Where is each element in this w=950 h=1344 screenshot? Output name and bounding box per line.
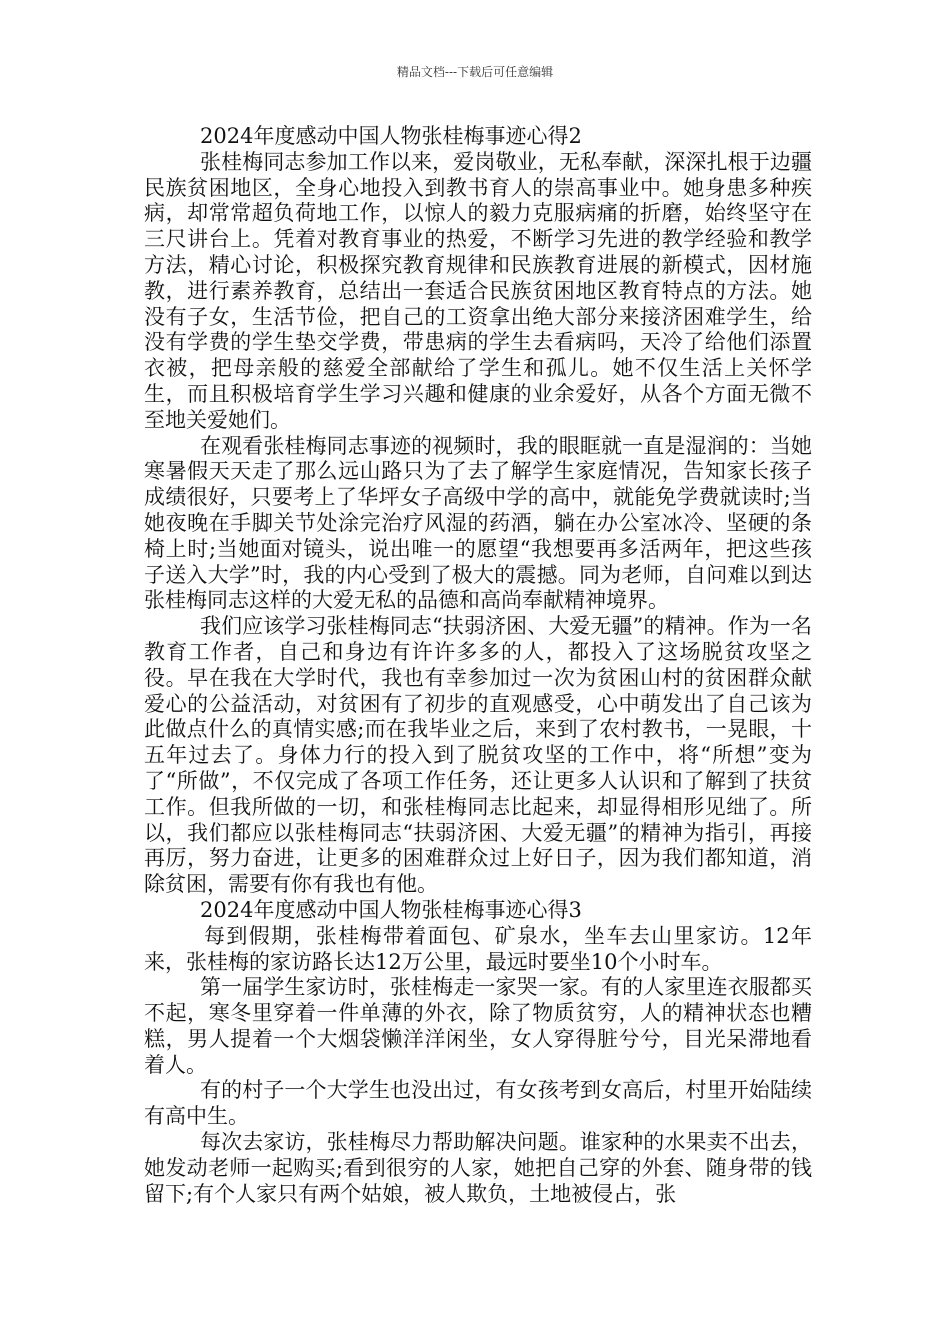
paragraph: 我们应该学习张桂梅同志“扶弱济困、大爱无疆”的精神。作为一名教育工作者，自己和身边有许许多多的人，都投入了这场脱贫攻坚之役。早在我在大学时代，我也有幸参加过一次为贫困山村的贫困群众献爱心的公益活动，对贫困有了初步的直观感受，心中萌发出了自己该为此做点什么的真情实感;而在我毕业之后，来到了农村教书，一晃眼，十五年过去了。身体力行的投入到了脱贫攻坚的工作中，将“所想”变为了“所做”，不仅完成了各项工作任务，还让更多人认识和了解到了扶贫工作。但我所做的一切，和张桂梅同志比起来，却显得相形见绌了。所以，我们都应以张桂梅同志“扶弱济困、大爱无疆”的精神为指引，再接再厉，努力奋进，让更多的困难群众过上好日子，因为我们都知道，消除贫困，需要有你有我也有他。 <box>144 614 812 897</box>
section-heading: 2024年度感动中国人物张桂梅事迹心得3 <box>200 897 582 922</box>
paragraph: 有的村子一个大学生也没出过，有女孩考到女高后，村里开始陆续有高中生。 <box>144 1078 812 1129</box>
section-heading: 2024年度感动中国人物张桂梅事迹心得2 <box>200 124 582 148</box>
paragraph: 每到假期，张桂梅带着面包、矿泉水，坐车去山里家访。12年来，张桂梅的家访路长达12万公里，最远时要坐10个小时车。 <box>144 923 812 974</box>
paragraph: 第一届学生家访时，张桂梅走一家哭一家。有的人家里连衣服都买不起，寒冬里穿着一件单薄的外衣，除了物质贫穷，人的精神状态也糟糕，男人提着一个大烟袋懒洋洋闲坐，女人穿得脏兮兮，目光呆滞地看着人。 <box>144 975 812 1077</box>
paragraph: 每次去家访，张桂梅尽力帮助解决问题。谁家种的水果卖不出去，她发动老师一起购买;看到很穷的人家，她把自己穿的外套、随身带的钱留下;有个人家只有两个姑娘，被人欺负，土地被侵占，张 <box>144 1130 812 1206</box>
paragraph: 张桂梅同志参加工作以来，爱岗敬业，无私奉献，深深扎根于边疆民族贫困地区，全身心地投入到教书育人的崇高事业中。她身患多种疾病，却常常超负荷地工作，以惊人的毅力克服病痛的折磨，始终坚守在三尺讲台上。凭着对教育事业的热爱，不断学习先进的教学经验和教学方法，精心讨论，积极探究教育规律和民族教育进展的新模式，因材施教，进行素养教育，总结出一套适合民族贫困地区教育特点的方法。她没有子女，生活节俭，把自己的工资拿出绝大部分来接济困难学生，给没有学费的学生垫交学费，带患病的学生去看病吗，天冷了给他们添置衣被，把母亲般的慈爱全部献给了学生和孤儿。她不仅生活上关怀学生，而且积极培育学生学习兴趣和健康的业余爱好，从各个方面无微不至地关爱她们。 <box>144 149 812 432</box>
paragraph: 在观看张桂梅同志事迹的视频时，我的眼眶就一直是湿润的：当她寒暑假天天走了那么远山路只为了去了解学生家庭情况，告知家长孩子成绩很好，只要考上了华坪女子高级中学的高中，就能免学费就读时;当她夜晚在手脚关节处涂完治疗风湿的药酒，躺在办公室冰冷、坚硬的条椅上时;当她面对镜头，说出唯一的愿望“我想要再多活两年，把这些孩子送入大学”时，我的内心受到了极大的震撼。同为老师，自问难以到达张桂梅同志这样的大爱无私的品德和高尚奉献精神境界。 <box>144 433 812 613</box>
page-header: 精品文档---下载后可任意编辑 <box>396 65 554 79</box>
document-body <box>144 124 812 1207</box>
